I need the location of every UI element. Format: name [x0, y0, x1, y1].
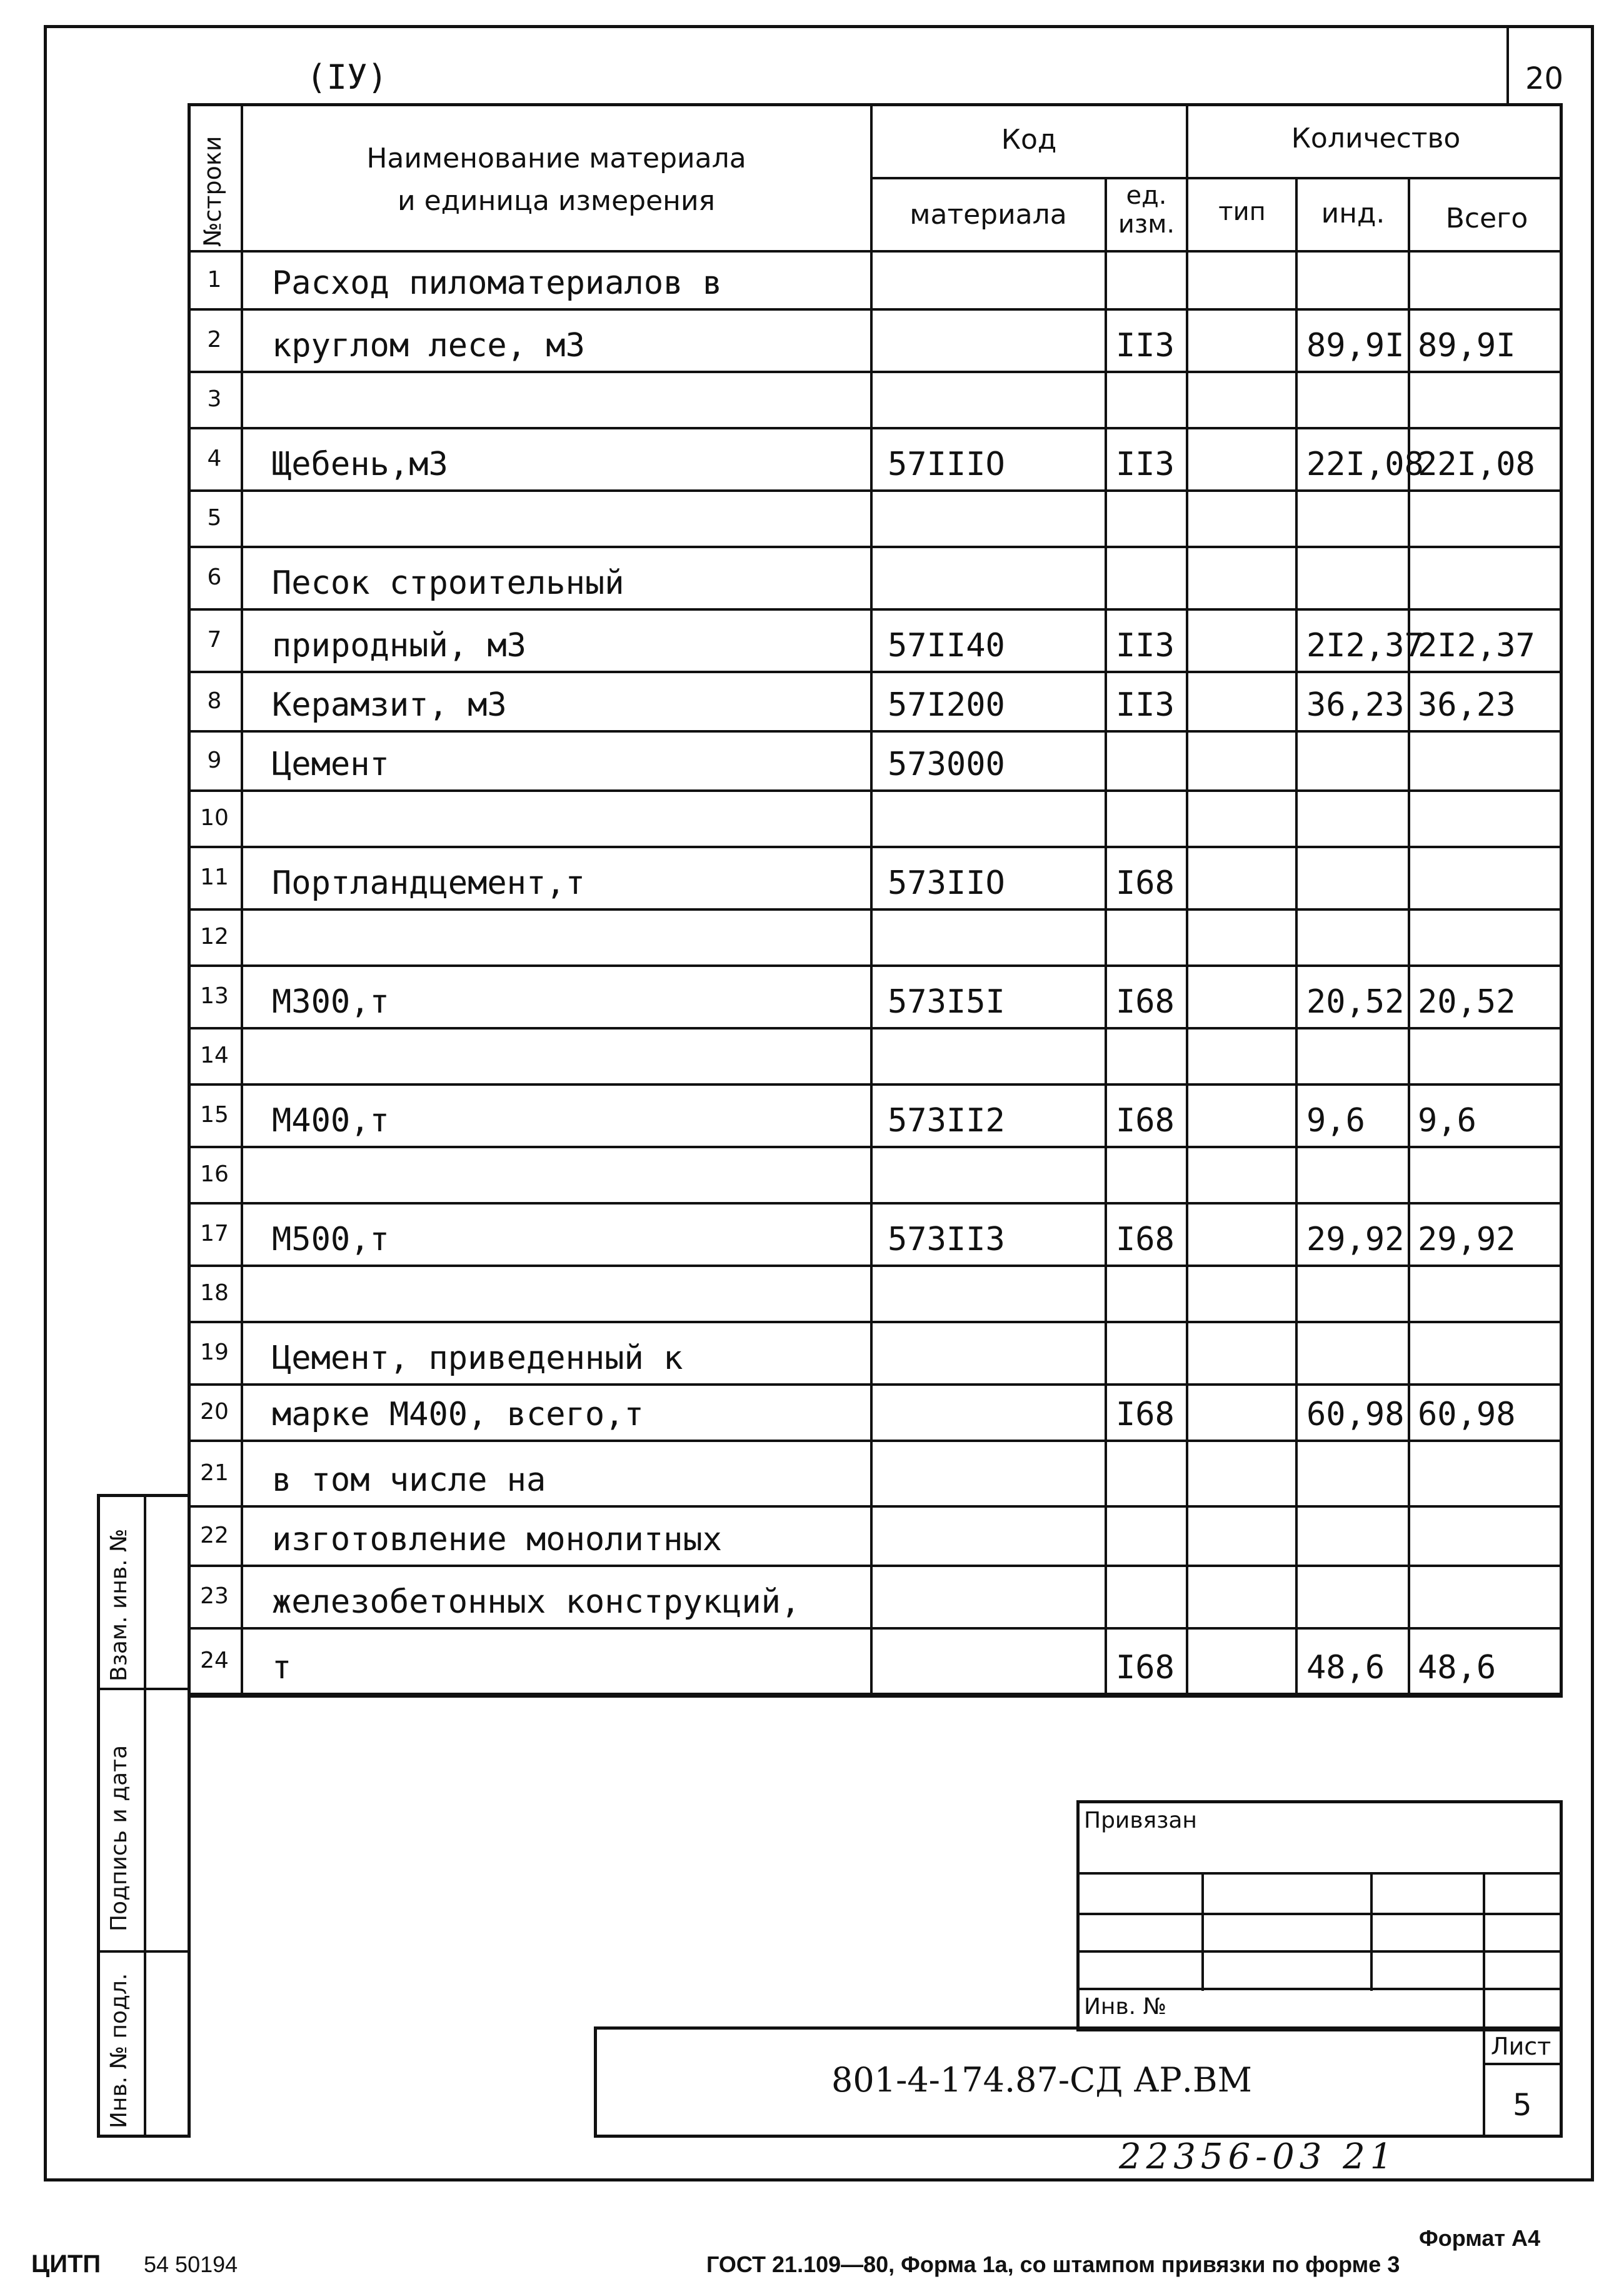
row-material-name: М400,т — [272, 1102, 389, 1139]
row-ind: 22I,08 — [1306, 446, 1424, 483]
org-code: 54 50194 — [144, 2251, 238, 2277]
linked-line2 — [1076, 1913, 1563, 1915]
row-unit: I68 — [1116, 1396, 1175, 1433]
sheet-number: 5 — [1513, 2088, 1532, 2123]
row-divider — [188, 908, 1563, 911]
row-number: 23 — [200, 1583, 229, 1609]
col-header-total: Всего — [1445, 203, 1528, 234]
row-total: 22I,08 — [1418, 446, 1535, 483]
row-number: 19 — [200, 1340, 229, 1365]
row-divider — [188, 371, 1563, 373]
row-total: 89,9I — [1418, 327, 1516, 364]
row-divider — [188, 1265, 1563, 1267]
row-ind: 89,9I — [1306, 327, 1405, 364]
linked-vline1 — [1201, 1872, 1204, 1991]
row-total: 9,6 — [1418, 1102, 1476, 1139]
row-number: 13 — [200, 983, 229, 1009]
row-number: 20 — [200, 1399, 229, 1425]
row-material-name: круглом лесе, м3 — [272, 327, 585, 364]
row-ind: 48,6 — [1306, 1649, 1385, 1686]
row-material-name: Цемент — [272, 746, 389, 783]
row-divider — [188, 846, 1563, 848]
row-divider — [188, 427, 1563, 429]
col-header-ind: инд. — [1321, 198, 1385, 229]
col-header-name-line2: и единица измерения — [397, 185, 716, 217]
row-unit: II3 — [1116, 446, 1175, 483]
row-code: 57I200 — [888, 686, 1005, 724]
sheet-label: Лист — [1491, 2033, 1551, 2060]
linked-line3 — [1076, 1950, 1563, 1953]
page-number-divider — [1506, 25, 1509, 106]
row-number: 11 — [200, 864, 229, 890]
row-material-name: Щебень,м3 — [272, 446, 448, 483]
row-unit: II3 — [1116, 327, 1175, 364]
side-label-signature-date: Подпись и дата — [106, 1745, 132, 1931]
row-number: 6 — [207, 564, 222, 590]
row-material-name: Керамзит, м3 — [272, 686, 507, 724]
row-number: 7 — [207, 627, 222, 653]
row-number: 1 — [207, 266, 222, 293]
row-total: 48,6 — [1418, 1649, 1496, 1686]
col-header-code-material: материала — [910, 199, 1067, 231]
linked-vline3 — [1483, 1872, 1485, 2031]
row-ind: 60,98 — [1306, 1396, 1405, 1433]
row-number: 24 — [200, 1647, 229, 1673]
col-header-type: тип — [1218, 198, 1266, 226]
side-stamp-line1 — [97, 1688, 191, 1690]
row-material-name: в том числе на — [272, 1461, 546, 1499]
row-ind: 9,6 — [1306, 1102, 1365, 1139]
row-divider — [188, 489, 1563, 492]
row-divider — [188, 546, 1563, 548]
side-label-inv-replace: Взам. инв. № — [106, 1528, 132, 1681]
row-total: 36,23 — [1418, 686, 1516, 724]
side-stamp-divider — [144, 1494, 146, 2138]
row-total: 29,92 — [1418, 1221, 1516, 1258]
row-ind: 20,52 — [1306, 983, 1405, 1021]
designation-divider — [1483, 2026, 1485, 2138]
row-number: 18 — [200, 1280, 229, 1306]
row-unit: II3 — [1116, 627, 1175, 664]
section-mark: (IУ) — [306, 58, 388, 97]
row-code: 573II3 — [888, 1221, 1005, 1258]
col-line-type — [1295, 178, 1298, 1694]
row-number: 22 — [200, 1522, 229, 1548]
row-divider — [188, 1440, 1563, 1442]
col-line-ind — [1408, 178, 1410, 1694]
row-total: 20,52 — [1418, 983, 1516, 1021]
row-unit: I68 — [1116, 983, 1175, 1021]
header-subline — [870, 177, 1563, 179]
row-divider — [188, 671, 1563, 673]
page-number: 20 — [1525, 61, 1564, 96]
row-ind: 36,23 — [1306, 686, 1405, 724]
side-stamp-line2 — [97, 1950, 191, 1953]
side-label-inv-original: Инв. № подл. — [106, 1973, 132, 2128]
row-ind: 29,92 — [1306, 1221, 1405, 1258]
row-divider — [188, 789, 1563, 792]
row-number: 8 — [207, 688, 222, 714]
row-divider — [188, 1146, 1563, 1148]
row-number: 15 — [200, 1102, 229, 1128]
row-material-name: Цемент, приведенный к — [272, 1340, 683, 1377]
row-total: 2I2,37 — [1418, 627, 1535, 664]
row-number: 10 — [200, 805, 229, 831]
row-unit: I68 — [1116, 1221, 1175, 1258]
col-header-code: Код — [1001, 124, 1057, 156]
row-material-name: Расход пиломатериалов в — [272, 264, 723, 302]
row-divider — [188, 964, 1563, 967]
row-material-name: т — [272, 1649, 292, 1686]
linked-label: Привязан — [1084, 1808, 1197, 1833]
row-unit: II3 — [1116, 686, 1175, 724]
row-divider — [188, 1627, 1563, 1630]
row-code: 573I5I — [888, 983, 1005, 1021]
row-unit: I68 — [1116, 864, 1175, 902]
row-code: 573II2 — [888, 1102, 1005, 1139]
row-divider — [188, 1321, 1563, 1323]
row-unit: I68 — [1116, 1102, 1175, 1139]
row-number: 4 — [207, 446, 222, 471]
row-code: 573000 — [888, 746, 1005, 783]
row-material-name: железобетонных конструкций, — [272, 1583, 801, 1621]
row-divider — [188, 608, 1563, 611]
col-line-name — [870, 103, 873, 1694]
row-divider — [188, 1383, 1563, 1386]
row-number: 12 — [200, 924, 229, 949]
standard-label: ГОСТ 21.109—80, Форма 1а, со штампом привязки по форме 3 — [706, 2251, 1400, 2277]
row-total: 60,98 — [1418, 1396, 1516, 1433]
row-divider — [188, 1505, 1563, 1508]
row-material-name: М500,т — [272, 1221, 389, 1258]
header-bottom-line — [188, 250, 1563, 253]
row-code: 57IIIO — [888, 446, 1005, 483]
linked-line4 — [1076, 1988, 1563, 1990]
row-divider — [188, 1083, 1563, 1086]
inv-no-label: Инв. № — [1084, 1994, 1167, 2020]
col-header-quantity: Количество — [1291, 123, 1461, 154]
col-header-unit: ед. изм. — [1118, 181, 1175, 239]
row-material-name: Портландцемент,т — [272, 864, 585, 902]
row-divider — [188, 1202, 1563, 1205]
row-number: 17 — [200, 1221, 229, 1246]
row-number: 2 — [207, 327, 222, 353]
row-material-name: марке М400, всего,т — [272, 1396, 644, 1433]
row-ind: 2I2,37 — [1306, 627, 1424, 664]
row-number: 21 — [200, 1460, 229, 1486]
linked-vline2 — [1370, 1872, 1373, 1991]
row-material-name: изготовление монолитных — [272, 1521, 723, 1558]
row-code: 57II40 — [888, 627, 1005, 664]
row-code: 573IIO — [888, 864, 1005, 902]
row-material-name: Песок строительный — [272, 564, 624, 602]
row-divider — [188, 730, 1563, 733]
row-divider — [188, 1027, 1563, 1029]
linked-line1 — [1076, 1872, 1563, 1875]
handwritten-code: 22356-03 21 — [1119, 2136, 1398, 2177]
sheet-label-line — [1483, 2063, 1563, 2065]
row-divider — [188, 308, 1563, 311]
row-number: 9 — [207, 747, 222, 773]
row-number: 16 — [200, 1161, 229, 1187]
row-number: 14 — [200, 1043, 229, 1068]
row-material-name: природный, м3 — [272, 627, 526, 664]
format-label: Формат А4 — [1419, 2225, 1541, 2251]
org-label: ЦИТП — [31, 2250, 101, 2278]
row-unit: I68 — [1116, 1649, 1175, 1686]
row-number: 5 — [207, 505, 222, 531]
document-designation: 801-4-174.87-СД АР.ВМ — [831, 2060, 1252, 2100]
row-material-name: М300,т — [272, 983, 389, 1021]
row-number: 3 — [207, 386, 222, 412]
col-header-name-line1: Наименование материала — [366, 143, 746, 174]
col-line-unit — [1186, 103, 1188, 1694]
row-divider — [188, 1565, 1563, 1567]
col-line-code — [1105, 178, 1107, 1694]
col-header-row-no: №строки — [199, 136, 226, 247]
title-block-top-line — [188, 1695, 1563, 1698]
